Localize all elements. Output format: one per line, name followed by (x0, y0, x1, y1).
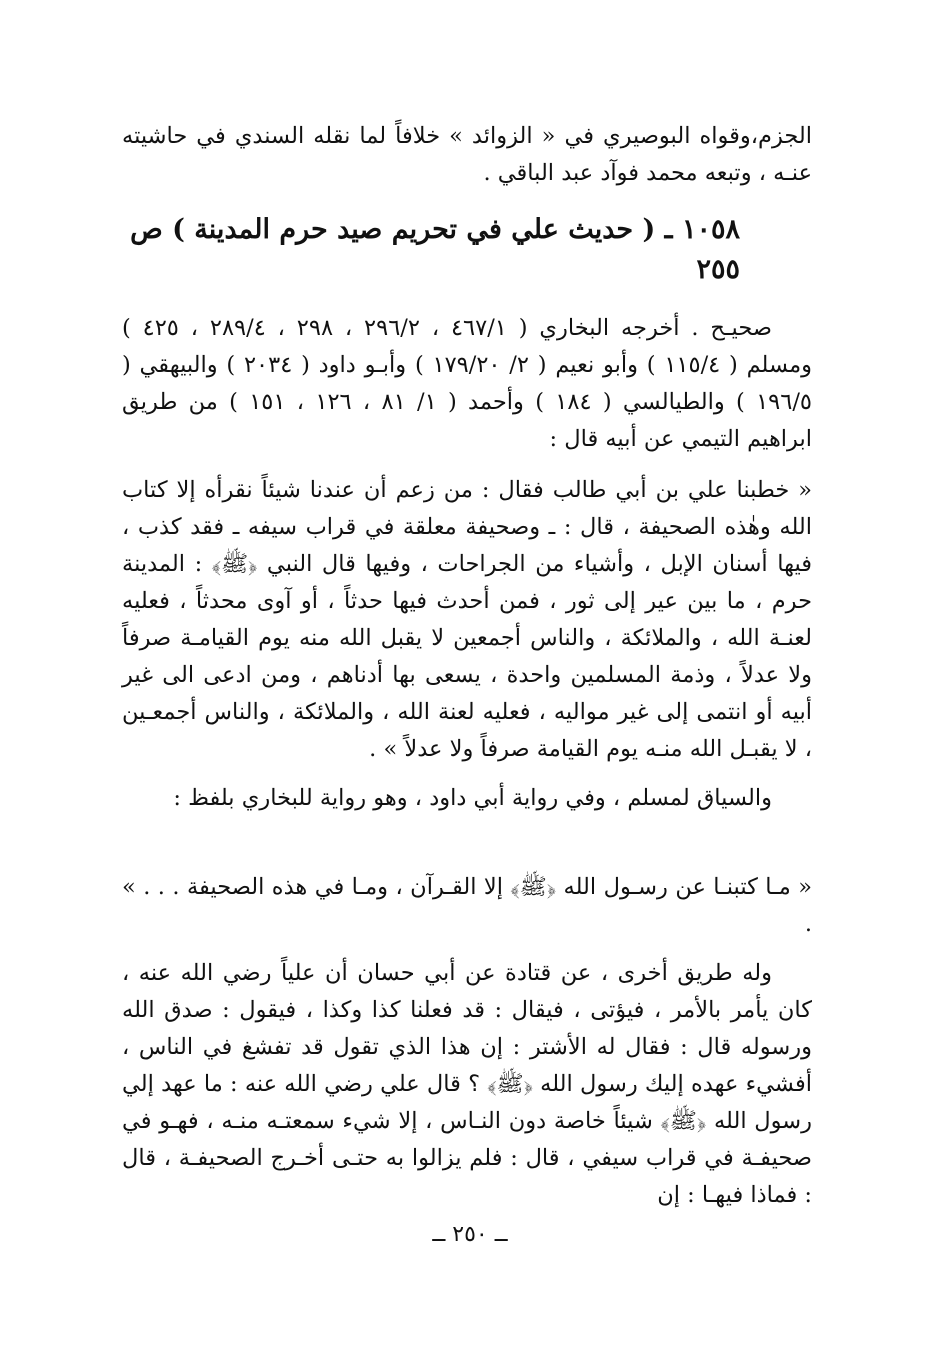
page-body (122, 118, 812, 1214)
grading-label: صحيـح . (691, 315, 772, 341)
paragraph-siyaq: والسياق لمسلم ، وفي رواية أبي داود ، وهو رواية للبخاري بلفظ : (173, 785, 772, 811)
page-number: ــ ٢٥٠ ــ (432, 1222, 508, 1247)
paragraph-takhrij (122, 310, 812, 458)
paragraph-abu-dawud-wording: « مـا كتبنـا عن رسـول الله ﴿ﷺ﴾ إلا القـرآن ، ومـا في هذه الصحيفة . . . » . (122, 874, 812, 937)
hadith-heading: ١٠٥٨ ـ ( حديث علي في تحريم صيد حرم المدينة ) ص ٢٥٥ (130, 214, 740, 285)
paragraph-hadith-text: « خطبنا علي بن أبي طالب فقال : من زعم أن عندنا شيئاً نقرأه إلا كتاب الله وهٰذه الصحيفة ، قال : ـ وصحيفة معلقة في قراب سيفه ـ فقد كذب ، فيها أسنان الإبل ، وأشياء من الجراحات ، وفيها قال النبي ﴿ﷺ﴾ : المدينة حرم ، ما بين عير إلى ثور ، فمن أحدث فيها حدثاً ، أو آوى محدثاً ، فعليه لعنـة الله ، والملائكة ، والناس أجمعين لا يقبل الله منه يوم القيامـة صرفاً ولا عدلاً ، وذمة المسلمين واحدة ، يسعى بها أدناهم ، ومن ادعى الى غير أبيه أو انتمى إلى غير مواليه ، فعليه لعنة الله ، والملائكة ، والناس أجمعـين ، لا يقبـل الله منـه يوم القيامة صرفاً ولا عدلاً » . (122, 477, 812, 762)
paragraph-other-route: وله طريق أخرى ، عن قتادة عن أبي حسان أن علياً رضي الله عنه ، كان يأمر بالأمر ، فيؤتى ، فيقال : قد فعلنا كذا وكذا ، فيقول : صدق الله ورسوله قال : فقال له الأشتر : إن هذا الذي تقول قد تفشغ في الناس ، أفشيء عهده إليك رسول الله ﴿ﷺ﴾ ؟ قال علي رضي الله عنه : ما عهد إلي رسول الله ﴿ﷺ﴾ شيئاً خاصة دون النـاس ، إلا شيء سمعتـه منـه ، فهـو في صحيفـة في قراب سيفي ، قال : فلم يزالوا به حتـى أخـرج الصحيفـة ، قال : فماذا فيهـا : إن (122, 960, 812, 1208)
paragraph-intro: الجزم،وقواه البوصيري في « الزوائد » خلافاً لما نقله السندي في حاشيته عنـه ، وتبعه محمد فوآد عبد الباقي . (122, 123, 812, 186)
takhrij-text: أخرجه البخاري ( ٤٦٧/١ ، ٢٩٦/٢ ، ٢٩٨ ، ٢٨٩/٤ ، ٤٢٥ ) ومسلم ( ١١٥/٤ ) وأبو نعيم ( ٢/ ١٧٩/٢٠ ) وأبـو داود ( ٢٠٣٤ ) والبيهقي ( ١٩٦/٥ ) والطيالسي ( ١٨٤ ) وأحمد ( ١/ ٨١ ، ١٢٦ ، ١٥١ ) من طريق ابراهيم التيمي عن أبيه قال : (122, 315, 812, 452)
